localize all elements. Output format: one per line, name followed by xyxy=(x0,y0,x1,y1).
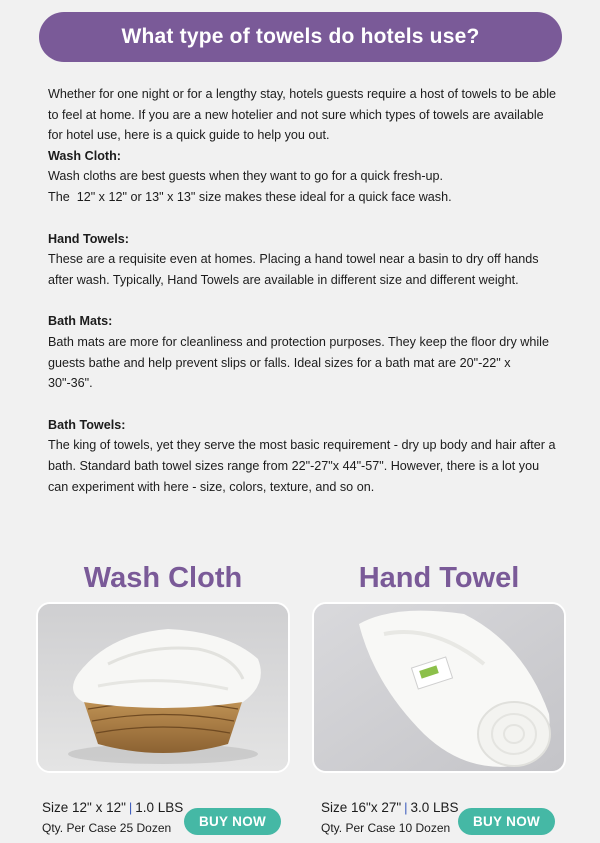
buy-now-button[interactable]: BUY NOW xyxy=(184,808,281,835)
spec-divider: | xyxy=(128,800,133,815)
title-banner xyxy=(39,12,562,62)
article-body xyxy=(48,84,558,518)
section-bath-towels xyxy=(48,415,558,497)
section-text: The king of towels, yet they serve the most basic requirement - dry up body and hair after a bath. Standard bath towel sizes range from 22"-27"x 44"-57". However, there is a lot you can experiment with here - size, colors, texture, and so on. xyxy=(48,438,556,494)
product-size: Size 16"x 27" xyxy=(321,800,402,815)
product-title: Hand Towel xyxy=(358,562,520,594)
section-heading: Bath Towels: xyxy=(48,417,126,432)
product-qty: Qty. Per Case 25 Dozen xyxy=(42,821,172,835)
product-spec xyxy=(321,798,459,838)
section-text: The 12" x 12" or 13" x 13" size makes these ideal for a quick face wash. xyxy=(48,189,452,204)
section-heading: Wash Cloth: xyxy=(48,148,121,163)
spec-divider: | xyxy=(404,800,408,815)
product-weight: 3.0 LBS xyxy=(410,800,459,815)
intro-paragraph: Whether for one night or for a lengthy stay, hotels guests require a host of towels to be able to feel at home. If you are a new hotelier and not sure which types of towels are available for hotel use, here is a quick guide to help you out. xyxy=(48,87,557,143)
section-text: These are a requisite even at homes. Placing a hand towel near a basin to dry off hands after wash. Typically, Hand Towels are available in different size and different weight. xyxy=(48,252,539,287)
product-qty: Qty. Per Case 10 Dozen xyxy=(321,821,451,835)
buy-now-button[interactable]: BUY NOW xyxy=(458,808,555,835)
product-weight: 1.0 LBS xyxy=(135,800,184,815)
section-wash-cloth xyxy=(48,146,558,208)
product-title: Wash Cloth xyxy=(83,562,243,594)
rolled-towel-photo xyxy=(312,602,566,773)
section-text: Bath mats are more for cleanliness and protection purposes. They keep the floor dry while guests bathe and help prevent slips or falls. Ideal sizes for a bath mat are 20"-22" x 30"-36". xyxy=(48,334,549,391)
section-heading: Hand Towels: xyxy=(48,231,129,246)
product-spec xyxy=(42,798,183,838)
product-size: Size 12" x 12" xyxy=(42,800,126,815)
page-title: What type of towels do hotels use? xyxy=(121,25,480,48)
section-hand-towels xyxy=(48,229,558,291)
product-card-hand-towel xyxy=(312,558,566,835)
section-text: Wash cloths are best guests when they want to go for a quick fresh-up. xyxy=(48,169,444,184)
section-heading: Bath Mats: xyxy=(48,314,113,329)
section-bath-mats xyxy=(48,311,558,393)
towel-basket-photo xyxy=(36,602,290,773)
product-card-wash-cloth xyxy=(36,558,290,835)
